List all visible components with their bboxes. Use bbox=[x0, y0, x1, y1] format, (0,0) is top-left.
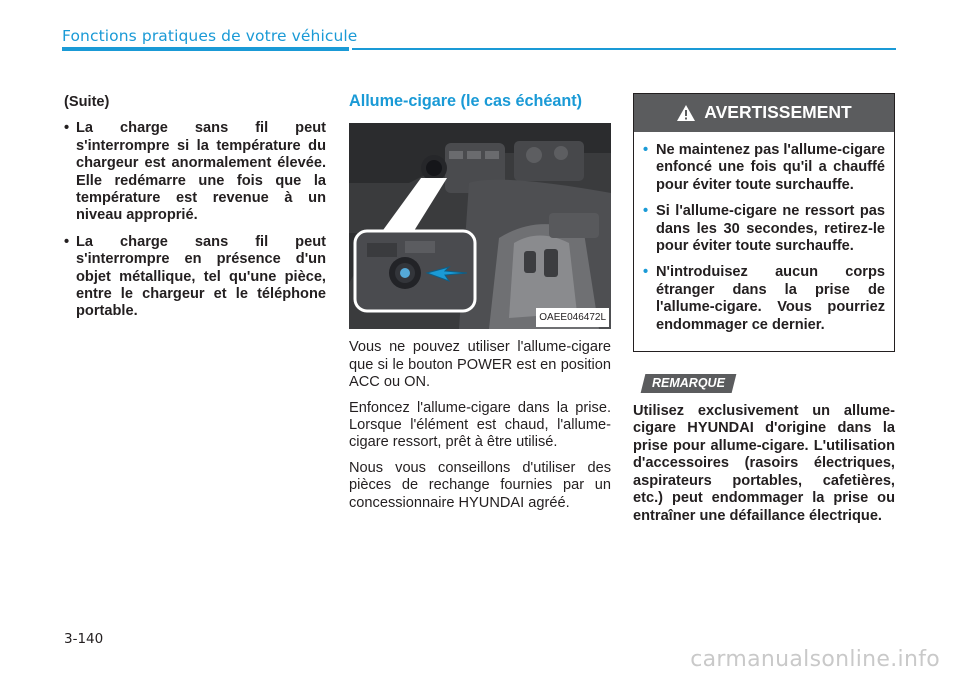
page-number: 3-140 bbox=[64, 631, 104, 647]
list-item bbox=[64, 234, 326, 321]
list-item-text: La charge sans fil peut s'interrompre en présence d'un objet métallique, tel qu'une pièce, entre le chargeur et le téléphone portable. bbox=[76, 233, 326, 320]
warning-item-text: Si l'allume-cigare ne ressort pas dans les 30 secondes, retirez-le pour éviter toute surchauffe. bbox=[656, 203, 885, 255]
column-continued bbox=[64, 94, 326, 330]
section-title: Allume-cigare (le cas échéant) bbox=[349, 92, 583, 110]
bullet-icon: • bbox=[643, 203, 649, 220]
console-illustration bbox=[349, 123, 611, 329]
header-rule-thin bbox=[352, 48, 896, 50]
warning-triangle-icon bbox=[676, 104, 696, 122]
remarque-label: REMARQUE bbox=[652, 376, 725, 391]
warning-title: AVERTISSEMENT bbox=[704, 102, 852, 123]
warning-item bbox=[643, 264, 885, 334]
warning-item bbox=[643, 142, 885, 194]
warning-item-text: N'introduisez aucun corps étranger dans la prise de l'allume-cigare. Vous pourriez endommager ce dernier. bbox=[656, 264, 885, 333]
header-rule-thick bbox=[62, 47, 349, 51]
column-cigar-lighter bbox=[349, 93, 611, 520]
bullet-icon: • bbox=[643, 264, 649, 281]
continued-label: (Suite) bbox=[64, 94, 110, 110]
bullet-icon: • bbox=[64, 120, 70, 137]
cigar-lighter-photo bbox=[349, 123, 611, 329]
column-warning bbox=[633, 93, 895, 525]
paragraph: Enfoncez l'allume-cigare dans la prise. Lorsque l'élément est chaud, l'allume-cigare ressort, prêt à être utilisé. bbox=[349, 399, 611, 451]
list-item bbox=[64, 120, 326, 224]
warning-item bbox=[643, 203, 885, 255]
paragraph: Nous vous conseillons d'utiliser des pièces de rechange fournies par un concessionnaire HYUNDAI agréé. bbox=[349, 459, 611, 511]
warning-header bbox=[634, 94, 894, 132]
warning-box bbox=[633, 93, 895, 352]
watermark: carmanualsonline.info bbox=[690, 647, 940, 672]
remarque-badge bbox=[641, 374, 737, 393]
paragraph: Vous ne pouvez utiliser l'allume-cigare que si le bouton POWER est en position ACC ou ON. bbox=[349, 339, 611, 391]
warning-body bbox=[634, 132, 894, 351]
remarque-text: Utilisez exclusivement un allume-cigare HYUNDAI d'origine dans la prise pour allume-cigare. L'utilisation d'accessoires (rasoirs électriques, aspirateurs portables, cafetières, etc.) peut endommager la prise ou entraîner une défaillance électrique. bbox=[633, 403, 895, 524]
warning-item-text: Ne maintenez pas l'allume-cigare enfoncé une fois qu'il a chauffé pour éviter toute surchauffe. bbox=[656, 142, 885, 193]
bullet-icon: • bbox=[64, 233, 70, 250]
bullet-icon: • bbox=[643, 142, 649, 158]
image-reference-label: OAEE046472L bbox=[536, 308, 609, 327]
list-item-text: La charge sans fil peut s'interrompre si la température du chargeur est anormalement élevée. Elle redémarre une fois que la température est revenue à un niveau approprié. bbox=[76, 120, 326, 224]
page-header-title: Fonctions pratiques de votre véhicule bbox=[62, 27, 358, 45]
